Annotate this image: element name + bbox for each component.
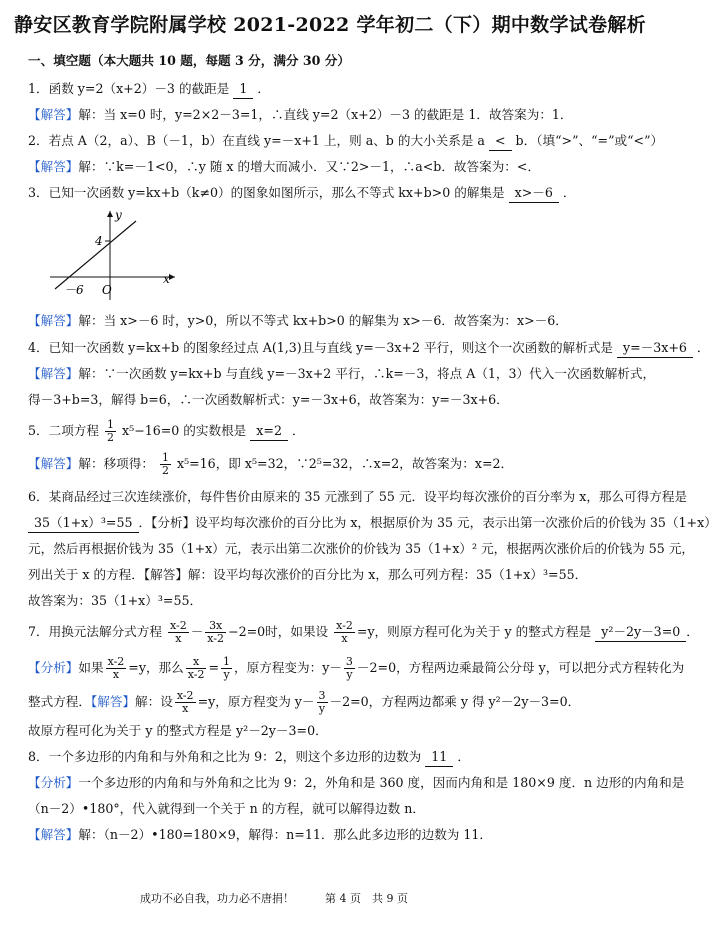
q4-solution-1	[28, 365, 655, 383]
q1-end: ．	[257, 81, 270, 96]
q2-end: b．（填“>”、“=”或“<”）	[515, 133, 664, 148]
q5-sol-frac-num: 1	[161, 451, 169, 464]
q7-a-f2-num: 1	[223, 655, 231, 668]
q7-post: =y，则原方程可化为关于 y 的整式方程是	[356, 624, 592, 639]
question-2	[28, 132, 663, 151]
q5-end: ．	[291, 423, 305, 438]
q7-a-frac-1	[186, 656, 207, 681]
q7-b-frac-2	[317, 690, 328, 715]
q7-a-f0-den: x	[112, 668, 120, 681]
q4-answer-blank: y=－3x+6	[617, 339, 693, 358]
q8-solution-text: 解：（n－2）•180=180×9，解得：n=11．那么此多边形的边数为 11．	[78, 827, 493, 842]
q7-b-sol: 解：设	[135, 694, 173, 709]
q7-b-f1-num: x-2	[176, 689, 194, 702]
q4-solution-text-1: 解：∵一次函数 y=kx+b 与直线 y=－3x+2 平行，∴k=－3，将点 A（1，3）代入一次函数解析式，	[78, 366, 656, 381]
q7-end: ．	[686, 624, 699, 639]
q6-line-4: 列出关于 x 的方程．【解答】解：设平均每次涨价的百分比为 x，那么可列方程：35（1+x）³=55．	[28, 567, 588, 582]
q7-a-frac-0	[106, 656, 127, 681]
q5-fraction	[105, 419, 116, 444]
question-5	[28, 419, 305, 444]
q7-b-pre: 整式方程．	[28, 694, 91, 709]
answer-tag: 【解答】	[28, 827, 79, 842]
q7-f1-num: x-2	[169, 619, 187, 632]
q1-answer-blank: 1	[233, 80, 253, 99]
q5-frac-num: 1	[107, 418, 114, 431]
q5-answer-blank: x=2	[250, 422, 288, 441]
q5-frac-den: 2	[107, 431, 114, 444]
q8-stem: 8．一个多边形的内角和与外角和之比为 9：2，则这个多边形的边数为	[28, 749, 422, 764]
q7-a-f3-num: 3	[345, 655, 353, 668]
q7-a-mid: =y，那么	[128, 660, 184, 675]
q6-line-2	[28, 514, 717, 533]
answer-tag: 【解答】	[28, 107, 79, 122]
answer-tag: 【解答】	[90, 694, 136, 709]
q3-solution-text: 解：当 x>－6 时，y>0，所以不等式 kx+b>0 的解集为 x>－6．故答案为：x>－6．	[78, 313, 568, 328]
origin-label: O	[102, 283, 112, 297]
q7-f3-num: x-2	[336, 619, 353, 632]
q3-answer-blank: x>－6	[509, 184, 559, 203]
q7-f3-den: x	[341, 632, 348, 645]
q7-a-f2-den: y	[223, 668, 230, 681]
q8-end: ．	[457, 749, 470, 764]
question-6: 6．某商品经过三次连续涨价，每件售价由原来的 35 元涨到了 55 元．设平均每次涨价的百分率为 x，那么可得方程是	[28, 489, 688, 504]
q8-analysis-2: （n－2）•180°，代入就得到一个关于 n 的方程，就可以解得边数 n．	[28, 801, 425, 816]
q8-analysis-text-1: 一个多边形的内角和与外角和之比为 9：2，外角和是 360 度，因而内角和是 180×9 度．n 边形的内角和是	[78, 775, 685, 790]
q7-b-f1-den: x	[182, 702, 189, 715]
q7-b-f2-num: 3	[318, 689, 326, 702]
y-axis-label: y	[115, 208, 122, 222]
q1-solution	[28, 106, 573, 124]
q5-solution	[28, 452, 513, 477]
q7-frac-1	[168, 620, 189, 645]
q6-analysis-1: ．【分析】设平均每次涨价的百分比为 x，根据原价为 35 元，表示出第一次涨价后的价钱为 35（1+x）	[138, 515, 717, 530]
q5-post: x⁵−16=0 的实数根是	[122, 423, 247, 438]
q8-answer-blank: 11	[425, 748, 453, 767]
q2-solution-text: 解：∵k=－1<0，∴y 随 x 的增大而减小．又∵2>－1，∴a<b．故答案为：<．	[78, 159, 541, 174]
q7-analysis: 【分析】如果 $\frac{x-2}{x}$ =y，那么 $\frac{x}{x-2}$ = $\frac{1}{y}$ ，原方程变为：y－ $\frac{3}{y}$ －2=0，方程两边乘最简公分母 y，可以把分式方程转化为	[28, 655, 685, 681]
q7-f2-num: 3x	[205, 620, 226, 633]
analysis-tag: 【分析】	[28, 660, 79, 675]
question-3	[28, 184, 575, 203]
answer-tag: 【解答】	[28, 456, 79, 471]
q6-line-3: 元，然后再根据价钱为 35（1+x）元，表示出第二次涨价的价钱为 35（1+x）² 元，根据两次涨价后的价钱为 55 元，	[28, 541, 695, 556]
q4-stem: 4．已知一次函数 y=kx+b 的图象经过点 A(1,3)且与直线 y=－3x+2 平行，则这个一次函数的解析式是	[28, 340, 613, 355]
q7-b-f2-den: y	[318, 702, 326, 715]
y-tick-label: 4	[95, 234, 103, 248]
q7-conclusion: 故原方程可化为关于 y 的整式方程是 y²－2y－3=0．	[28, 723, 328, 738]
q7-minus: －	[190, 624, 204, 639]
question-1	[28, 80, 270, 99]
q5-sol-frac-den: 2	[161, 464, 169, 477]
q7-b-end: －2=0，方程两边都乘 y 得 y²－2y－3=0．	[329, 694, 581, 709]
q7-a-post: ，原方程变为：y－	[234, 660, 342, 675]
q7-a-end: －2=0，方程两边乘最简公分母 y，可以把分式方程转化为	[356, 660, 685, 675]
question-4	[28, 339, 710, 358]
q7-mid: −2=0时，如果设	[228, 624, 329, 639]
answer-tag: 【解答】	[28, 313, 79, 328]
answer-tag: 【解答】	[28, 159, 79, 174]
q3-solution	[28, 312, 568, 330]
footer-motto: 成功不必自我，功力必不唐捐！	[140, 892, 294, 905]
q7-pre: 7．用换元法解分式方程	[28, 624, 162, 639]
q7-a-frac-3	[344, 656, 355, 681]
q3-end: ．	[562, 185, 576, 200]
q7-a-pre: 如果	[78, 660, 104, 675]
q7-frac-2	[205, 620, 226, 645]
q5-sol-fraction	[160, 452, 171, 477]
q8-analysis-1	[28, 774, 684, 792]
q7-answer-blank: y²－2y－3=0	[595, 623, 686, 642]
q7-a-f1-den: x-2	[187, 668, 205, 681]
q7-solution	[28, 690, 580, 715]
q7-b-frac-1	[175, 690, 196, 715]
q6-line-5: 故答案为：35（1+x）³=55．	[28, 593, 203, 608]
analysis-tag: 【分析】	[28, 775, 79, 790]
question-8	[28, 748, 470, 767]
q2-stem: 2．若点 A（2，a）、B（－1，b）在直线 y=－x+1 上，则 a、b 的大小关系是 a	[28, 133, 485, 148]
q2-answer-blank: <	[489, 132, 512, 151]
q7-a-frac-2	[221, 656, 232, 681]
x-axis-label: x	[163, 272, 170, 286]
q7-f2-den: x-2	[207, 632, 225, 645]
q3-graph	[50, 205, 190, 300]
section-heading: 一、填空题（本大题共 10 题，每题 3 分，满分 30 分）	[28, 53, 350, 68]
answer-tag: 【解答】	[28, 366, 79, 381]
q6-answer-blank: 35（1+x）³=55	[28, 514, 139, 533]
page-title: 静安区教育学院附属学校 2021-2022 学年初二（下）期中数学试卷解析	[14, 14, 646, 36]
q4-end: ．	[696, 340, 710, 355]
q4-solution-2: 得－3+b=3，解得 b=6，∴一次函数解析式：y=－3x+6，故答案为：y=－3x+6．	[28, 392, 509, 407]
q7-b-mid: =y，原方程变为 y－	[197, 694, 315, 709]
q1-stem: 1．函数 y=2（x+2）－3 的截距是	[28, 81, 230, 96]
q2-solution	[28, 158, 540, 176]
q7-a-f3-den: y	[346, 668, 353, 681]
page-number: 第 4 页 共 9 页	[325, 892, 408, 905]
q1-solution-text: 解：当 x=0 时，y=2×2－3=1，∴直线 y=2（x+2）－3 的截距是 1．故答案为：1．	[78, 107, 573, 122]
q3-stem: 3．已知一次函数 y=kx+b（k≠0）的图象如图所示，那么不等式 kx+b>0 的解集是	[28, 185, 505, 200]
q5-pre: 5．二项方程	[28, 423, 99, 438]
q7-frac-3	[334, 620, 355, 645]
q5-sol-pre: 解：移项得：	[78, 456, 154, 471]
q7-a-f1-num: x	[186, 656, 207, 669]
q7-a-f0-num: x-2	[107, 655, 125, 668]
x-tick-label: －6	[64, 283, 84, 297]
q7-f1-den: x	[175, 632, 182, 645]
q8-solution	[28, 826, 492, 844]
q5-sol-post: x⁵=16，即 x⁵=32，∵2⁵=32，∴x=2，故答案为：x=2．	[176, 456, 514, 471]
question-7	[28, 620, 699, 645]
